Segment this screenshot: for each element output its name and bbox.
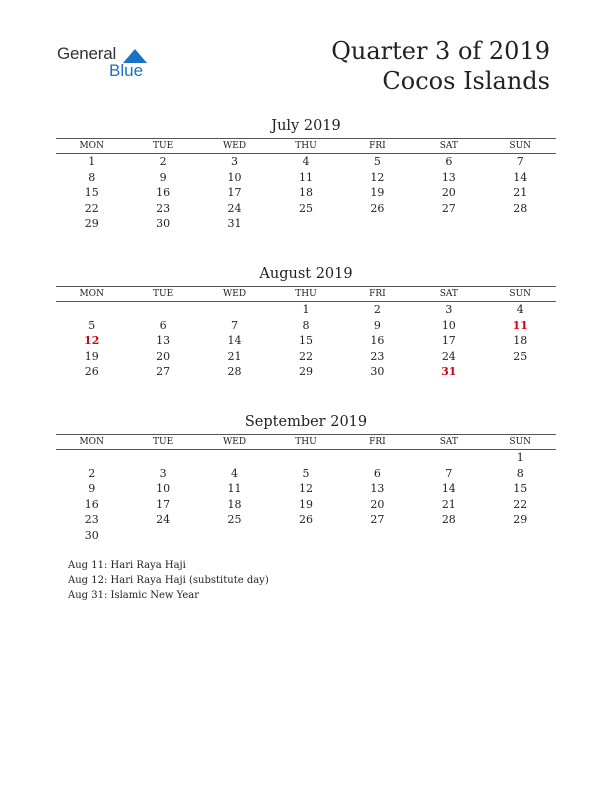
day-cell: 20 (370, 497, 385, 511)
day-cell: 20 (441, 186, 456, 200)
day-cell: 16 (370, 334, 385, 348)
day-cell: 27 (370, 513, 385, 527)
day-cell: 6 (159, 318, 167, 332)
weekday-label: FRI (369, 289, 386, 299)
weekday-label: SAT (439, 437, 458, 447)
day-cell: 28 (441, 513, 456, 527)
day-cell: 16 (84, 497, 99, 511)
day-cell (199, 528, 270, 544)
day-cell: 30 (370, 365, 385, 379)
day-cell: 3 (159, 466, 167, 480)
week-row (56, 216, 556, 232)
logo (57, 44, 157, 84)
day-cell: 3 (231, 155, 239, 168)
day-cell: 3 (445, 303, 453, 316)
day-cell (485, 364, 556, 380)
day-cell: 14 (441, 482, 456, 496)
weekday-label: SAT (439, 289, 458, 299)
day-cell: 20 (156, 349, 171, 363)
day-cell: 16 (156, 186, 171, 200)
day-cell: 28 (513, 201, 528, 215)
weekday-label: SUN (509, 289, 532, 299)
day-cell: 4 (516, 303, 524, 316)
day-cell: 14 (227, 334, 242, 348)
day-cell: 29 (84, 217, 99, 231)
day-cell (127, 302, 198, 318)
week-row (56, 497, 556, 513)
day-cell: 17 (156, 497, 171, 511)
week-row (56, 302, 556, 318)
week-row (56, 154, 556, 170)
weekday-label: FRI (369, 437, 386, 447)
weekday-header-row (56, 138, 556, 154)
weekday-label: TUE (153, 437, 174, 447)
weekday-label: THU (295, 141, 317, 151)
day-cell: 1 (302, 303, 310, 316)
weekday-label: WED (223, 289, 247, 299)
weekday-header-row (56, 434, 556, 450)
day-cell: 1 (88, 155, 96, 168)
day-cell: 5 (373, 155, 381, 168)
day-cell: 24 (156, 513, 171, 527)
day-cell (56, 450, 127, 466)
month-september (56, 412, 556, 544)
month-title: July 2019 (271, 118, 341, 134)
week-row (56, 512, 556, 528)
weekday-label: MON (79, 141, 104, 151)
weekday-label: WED (223, 141, 247, 151)
day-cell: 4 (231, 466, 239, 480)
day-cell: 27 (156, 365, 171, 379)
week-row (56, 333, 556, 349)
day-cell: 6 (373, 466, 381, 480)
day-cell: 21 (441, 497, 456, 511)
day-cell: 11 (227, 482, 242, 496)
holiday-note: Aug 11: Hari Raya Haji (68, 560, 186, 571)
weekday-label: TUE (153, 141, 174, 151)
day-cell: 15 (84, 186, 99, 200)
day-cell: 11 (298, 170, 313, 184)
holiday-notes (68, 558, 269, 603)
day-cell: 4 (302, 155, 310, 168)
day-cell: 17 (227, 186, 242, 200)
day-cell: 9 (373, 318, 381, 332)
day-cell (127, 450, 198, 466)
day-cell: 26 (298, 513, 313, 527)
weekday-label: FRI (369, 141, 386, 151)
day-cell: 10 (441, 318, 456, 332)
day-cell (342, 216, 413, 232)
day-cell: 21 (513, 186, 528, 200)
day-cell: 28 (227, 365, 242, 379)
day-cell: 2 (373, 303, 381, 316)
day-cell: 25 (513, 349, 528, 363)
day-cell: 17 (441, 334, 456, 348)
weekday-label: SAT (439, 141, 458, 151)
month-august (56, 264, 556, 380)
day-cell: 14 (513, 170, 528, 184)
holiday-note: Aug 31: Islamic New Year (68, 590, 200, 601)
week-row (56, 349, 556, 365)
day-cell: 26 (84, 365, 99, 379)
day-cell: 22 (84, 201, 99, 215)
day-cell: 11 (512, 318, 528, 332)
page-title (331, 36, 550, 96)
week-row (56, 201, 556, 217)
day-cell: 29 (298, 365, 313, 379)
weekday-header-row (56, 286, 556, 302)
month-title: August 2019 (259, 266, 353, 282)
weekday-label: WED (223, 437, 247, 447)
title-country: Cocos Islands (382, 67, 550, 95)
weekday-label: MON (79, 437, 104, 447)
day-cell (127, 528, 198, 544)
day-cell (199, 302, 270, 318)
month-title: September 2019 (244, 414, 368, 430)
day-cell: 8 (516, 466, 524, 480)
week-row (56, 450, 556, 466)
day-cell (342, 450, 413, 466)
day-cell: 7 (231, 318, 239, 332)
day-cell (413, 528, 484, 544)
day-cell: 7 (516, 155, 524, 168)
day-cell: 10 (156, 482, 171, 496)
day-cell: 22 (513, 497, 528, 511)
day-cell: 24 (441, 349, 456, 363)
month-july (56, 116, 556, 232)
day-cell: 27 (441, 201, 456, 215)
day-cell: 30 (84, 528, 99, 542)
day-cell (199, 450, 270, 466)
weekday-label: THU (295, 289, 317, 299)
day-cell: 7 (445, 466, 453, 480)
day-cell: 18 (513, 334, 528, 348)
day-cell: 2 (159, 155, 167, 168)
day-cell: 8 (88, 170, 96, 184)
day-cell: 2 (88, 466, 96, 480)
day-cell (342, 528, 413, 544)
day-cell: 18 (227, 497, 242, 511)
day-cell: 5 (88, 318, 96, 332)
weekday-label: MON (79, 289, 104, 299)
day-cell (485, 216, 556, 232)
day-cell: 19 (370, 186, 385, 200)
weekday-label: SUN (509, 141, 532, 151)
day-cell: 19 (84, 349, 99, 363)
week-row (56, 185, 556, 201)
day-cell: 29 (513, 513, 528, 527)
day-cell: 9 (88, 482, 96, 496)
day-cell: 31 (227, 217, 242, 231)
day-cell: 23 (370, 349, 385, 363)
day-cell: 13 (370, 482, 385, 496)
day-cell: 25 (298, 201, 313, 215)
day-cell (270, 216, 341, 232)
day-cell: 24 (227, 201, 242, 215)
title-quarter: Quarter 3 of 2019 (331, 37, 550, 65)
day-cell: 26 (370, 201, 385, 215)
day-cell (413, 450, 484, 466)
day-cell: 15 (513, 482, 528, 496)
week-row (56, 170, 556, 186)
day-cell: 31 (441, 365, 457, 379)
day-cell (485, 528, 556, 544)
day-cell: 19 (298, 497, 313, 511)
day-cell: 23 (156, 201, 171, 215)
logo-text-blue: Blue (109, 61, 144, 80)
day-cell: 13 (156, 334, 171, 348)
day-cell: 23 (84, 513, 99, 527)
day-cell: 10 (227, 170, 242, 184)
day-cell (413, 216, 484, 232)
day-cell: 15 (298, 334, 313, 348)
weekday-label: THU (295, 437, 317, 447)
day-cell: 12 (370, 170, 385, 184)
day-cell: 18 (298, 186, 313, 200)
week-row (56, 364, 556, 380)
week-row (56, 466, 556, 482)
weekday-label: TUE (153, 289, 174, 299)
day-cell: 13 (441, 170, 456, 184)
week-row (56, 318, 556, 334)
day-cell: 6 (445, 155, 453, 168)
weekday-label: SUN (509, 437, 532, 447)
holiday-note: Aug 12: Hari Raya Haji (substitute day) (68, 575, 269, 586)
logo-text-general: General (57, 44, 117, 63)
day-cell: 1 (516, 451, 524, 464)
day-cell (270, 450, 341, 466)
day-cell: 12 (84, 334, 100, 348)
day-cell: 9 (159, 170, 167, 184)
week-row (56, 528, 556, 544)
day-cell: 5 (302, 466, 310, 480)
day-cell: 21 (227, 349, 242, 363)
week-row (56, 481, 556, 497)
day-cell (56, 302, 127, 318)
day-cell: 30 (156, 217, 171, 231)
day-cell: 22 (298, 349, 313, 363)
day-cell: 8 (302, 318, 310, 332)
day-cell (270, 528, 341, 544)
day-cell: 25 (227, 513, 242, 527)
day-cell: 12 (298, 482, 313, 496)
